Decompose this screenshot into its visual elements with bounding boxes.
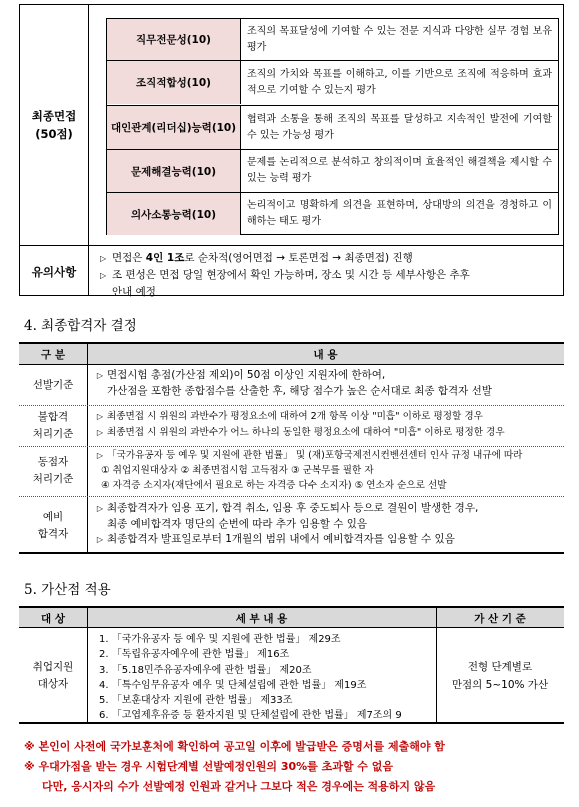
final-pass-table: [19, 342, 564, 554]
criteria-row: 문제해결능력(10) 문제를 논리적으로 분석하고 창의적이며 효율적인 해결책을 제시할 수 있는 능력 평가: [107, 150, 558, 192]
col-header-criteria: 가 산 기 준: [474, 612, 526, 625]
col-header-target: 대 상: [41, 612, 65, 625]
criteria-row: 직무전문성(10) 조직의 목표달성에 기여할 수 있는 전문 지식과 다양한 실무 경험 보유 평가: [107, 19, 558, 60]
row-content-selection: ▷ 면접시험 총점(가산점 제외)이 50점 이상인 지원자에 한하여, 가산점을 포함한 종합점수를 산출한 후, 해당 점수가 높은 순서대로 최종 합격자 선발: [93, 368, 560, 399]
bonus-points-table: [19, 606, 564, 724]
section4-title: 4. 최종합격자 결정: [24, 318, 137, 334]
interview-criteria-table: [19, 4, 564, 296]
col-header-category: 구 분: [41, 349, 65, 361]
list-item: 5. 「보훈대상자 지원에 관한 법률」 제33조: [99, 695, 293, 707]
row-content-reserve: ▷ 최종합격자가 임용 포기, 합격 취소, 임용 후 중도퇴사 등으로 결원이 발생한 경우, 최종 예비합격자 명단의 순번에 따라 추가 임용할 수 있음 ▷ 최종합격자 발표일로부터 1개월의 범위 내에서 예비합격자를 임용할 수 있음: [93, 501, 560, 548]
target-label: 취업지원 대상자: [32, 660, 74, 690]
triangle-bullet-icon: ▷: [96, 451, 104, 460]
row-content-fail: ▷ 최종면접 시 위원의 과반수가 평정요소에 대하여 2개 항목 이상 "미흡" 이하로 평정할 경우 ▷ 최종면접 시 위원의 과반수가 어느 하나의 동일한 평정요소에 대하여 "미흡" 이하로 평정한 경우: [93, 409, 560, 440]
triangle-bullet-icon: ▷: [96, 427, 104, 437]
row-label-selection: 선발기준: [32, 378, 74, 391]
col-header-content: 내 용: [313, 349, 338, 361]
footnote-exception: 다만, 응시자의 수가 선발예정 인원과 같거나 그보다 적은 경우에는 적용하지 않음: [42, 780, 436, 793]
criteria-row: 대인관계(리더십)능력(10) 협력과 소통을 통해 조직의 목표를 달성하고 지속적인 발전에 기여할 수 있는 가능성 평가: [107, 106, 558, 149]
criteria-grid: [106, 18, 559, 235]
triangle-bullet-icon: ▷: [96, 412, 104, 421]
col-header-details: 세 부 내 용: [235, 612, 288, 625]
notes-content: ▷ 면접은 4인 1조로 순차적(영어면접 → 토론면접 → 최종면접) 진행 ▷ 조 편성은 면접 당일 현장에서 확인 가능하며, 장소 및 시간 등 세부사항은 추후 안내 예정: [100, 252, 470, 298]
row-content-tie: ▷ 「국가유공자 등 예우 및 지원에 관한 법률」 및 (재)포항국제전시컨벤션센터 인사 규정 내규에 따라 ① 취업지원대상자 ② 최종면접시험 고득점자 ③ 군복무를 필한 자 ④ 자격증 소지자(재단에서 필요로 하는 자격증 다수 소지자) ⑤ 연소자 순으로 선발: [93, 448, 560, 493]
criteria-row: 조직적합성(10) 조직의 가치와 목표를 이해하고, 이를 기반으로 조직에 적응하며 효과적으로 기여할 수 있는지 평가: [107, 61, 558, 104]
law-list: [99, 632, 402, 724]
triangle-bullet-icon: ▷: [96, 371, 104, 380]
list-item: 4. 「특수임무유공자 예우 및 단체설립에 관한 법률」 제19조: [99, 679, 367, 691]
row-label-tie: 동점자 처리기준: [32, 456, 74, 485]
row-label-reserve: 예비 합격자: [37, 510, 69, 540]
list-item: 3. 「5.18민주유공자예우에 관한 법률」 제20조: [99, 664, 312, 676]
footnote-limit: ※ 우대가점을 받는 경우 시험단계별 선발예정인원의 30%를 초과할 수 없음: [24, 760, 394, 773]
notes-label: 유의사항: [31, 264, 77, 279]
list-item: 2. 「독립유공자예우에 관한 법률」 제16조: [99, 649, 290, 661]
criteria-row: 의사소통능력(10) 논리적이고 명확하게 의견을 표현하며, 상대방의 의견을 경청하고 이해하는 태도 평가: [107, 193, 558, 235]
triangle-bullet-icon: ▷: [96, 504, 104, 513]
bonus-criteria: 전형 단계별로 만점의 5~10% 가산: [451, 660, 549, 691]
triangle-bullet-icon: ▷: [100, 254, 107, 263]
list-item: 1. 「국가유공자 등 예우 및 지원에 관한 법률」 제29조: [99, 634, 341, 645]
list-item: 6. 「고엽제후유증 등 환자지원 및 단체설립에 관한 법률」 제7조의 9: [99, 710, 402, 722]
final-interview-label: 최종면접 (50점): [31, 109, 77, 141]
footnote-certificate: ※ 본인이 사전에 국가보훈처에 확인하여 공고일 이후에 발급받은 증명서를 제출해야 함: [24, 740, 445, 753]
section5-title: 5. 가산점 적용: [24, 582, 111, 598]
row-label-fail: 불합격 처리기준: [32, 410, 74, 440]
triangle-bullet-icon: ▷: [100, 271, 107, 280]
triangle-bullet-icon: ▷: [96, 535, 104, 544]
